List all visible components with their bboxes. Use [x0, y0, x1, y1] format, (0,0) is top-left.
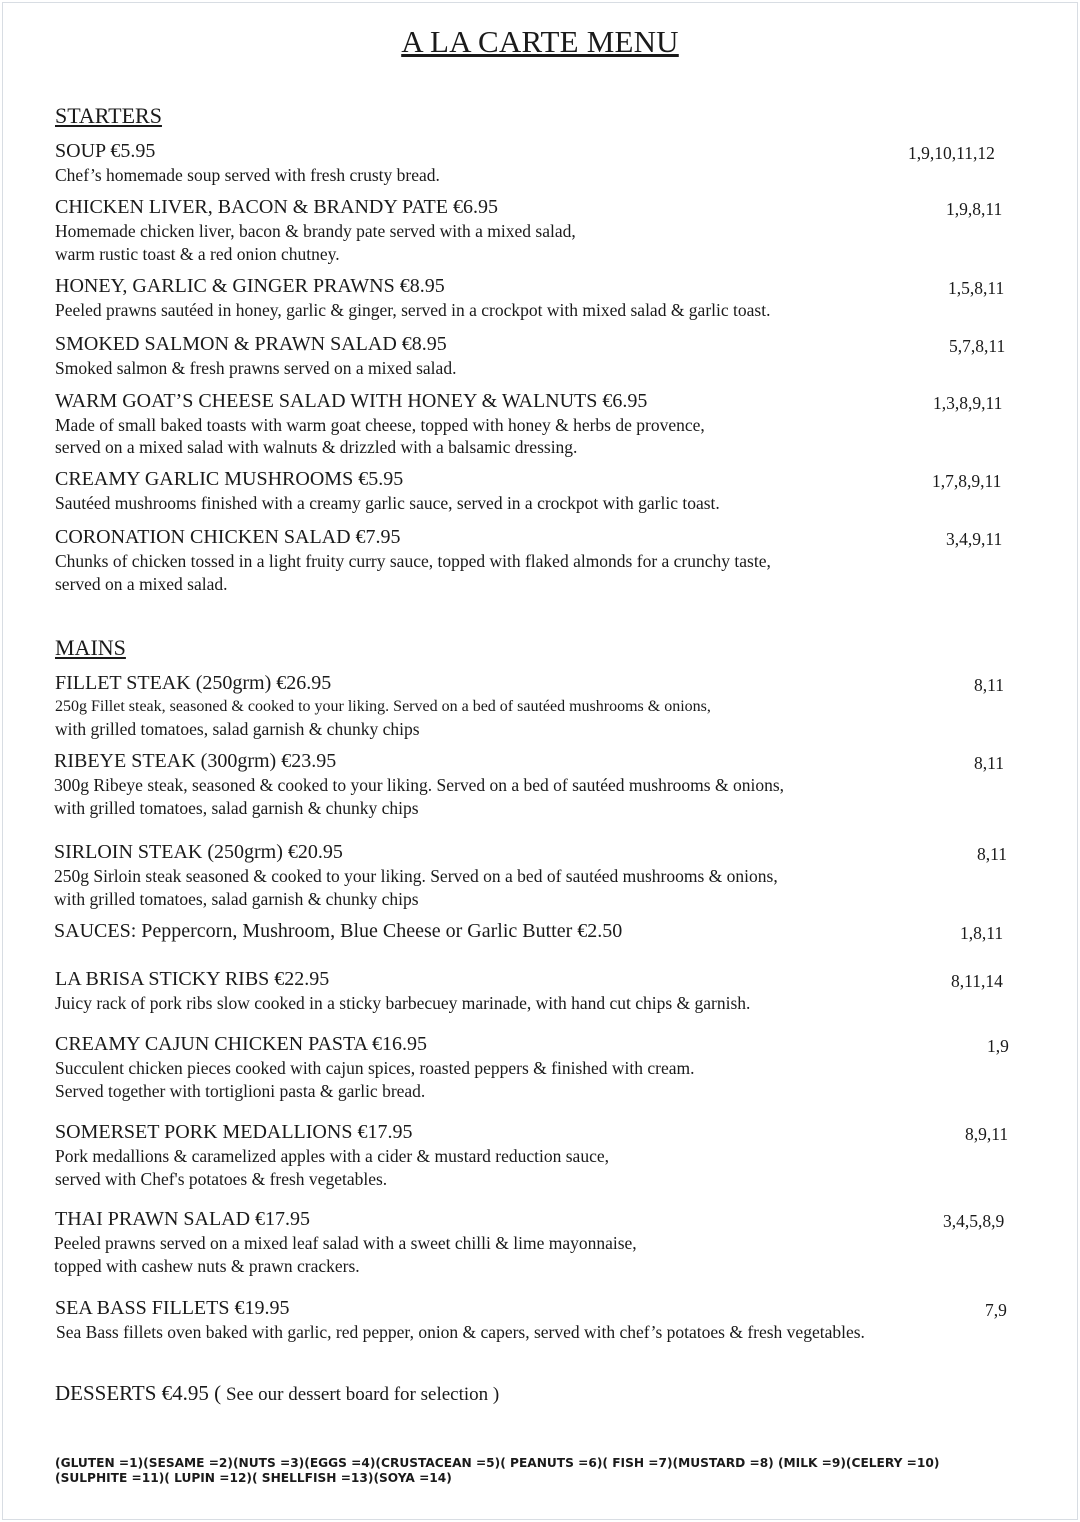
- menu-item-description: 300g Ribeye steak, seasoned & cooked to your liking. Served on a bed of sautéed mushrooms & onions,: [54, 775, 785, 795]
- desserts-note: See our dessert board for selection ): [221, 1384, 500, 1405]
- menu-item-description: with grilled tomatoes, salad garnish & chunky chips: [54, 798, 419, 818]
- menu-item-name: FILLET STEAK (250grm) €26.95: [55, 672, 332, 694]
- menu-item-name: WARM GOAT’S CHEESE SALAD WITH HONEY & WALNUTS €6.95: [55, 390, 648, 412]
- menu-item-name: SIRLOIN STEAK (250grm) €20.95: [54, 841, 343, 863]
- menu-item-description: Chef’s homemade soup served with fresh crusty bread.: [55, 165, 440, 185]
- allergen-codes: 1,9: [987, 1036, 1009, 1056]
- allergen-codes: 8,11: [977, 844, 1007, 864]
- menu-item-description: Peeled prawns served on a mixed leaf salad with a sweet chilli & lime mayonnaise,: [54, 1233, 637, 1253]
- menu-item-description: Smoked salmon & fresh prawns served on a mixed salad.: [55, 358, 457, 378]
- allergen-codes: 1,7,8,9,11: [932, 471, 1002, 491]
- menu-item-name: CREAMY CAJUN CHICKEN PASTA €16.95: [55, 1033, 427, 1055]
- allergen-codes: 3,4,9,11: [946, 529, 1003, 549]
- allergen-codes: 8,9,11: [965, 1124, 1009, 1144]
- desserts-line: [55, 1381, 499, 1406]
- menu-item-description: topped with cashew nuts & prawn crackers.: [54, 1256, 360, 1276]
- section-heading-starters: STARTERS: [55, 103, 162, 128]
- menu-item-description: with grilled tomatoes, salad garnish & chunky chips: [54, 889, 419, 909]
- menu-item-description: Made of small baked toasts with warm goat cheese, topped with honey & herbs de provence,: [55, 415, 705, 435]
- allergen-codes: 5,7,8,11: [949, 336, 1006, 356]
- menu-item-description: warm rustic toast & a red onion chutney.: [55, 244, 340, 264]
- menu-item-description: served on a mixed salad.: [55, 574, 228, 594]
- section-heading-mains: MAINS: [55, 635, 126, 660]
- menu-item-name: SOUP €5.95: [55, 140, 156, 162]
- menu-item-name: SEA BASS FILLETS €19.95: [55, 1297, 290, 1319]
- menu-item-description: 250g Sirloin steak seasoned & cooked to your liking. Served on a bed of sautéed mushrooms & onions,: [54, 866, 778, 886]
- menu-item-description: Sautéed mushrooms finished with a creamy garlic sauce, served in a crockpot with garlic toast.: [55, 493, 720, 513]
- menu-item-name: SOMERSET PORK MEDALLIONS €17.95: [55, 1121, 413, 1143]
- menu-item-name: RIBEYE STEAK (300grm) €23.95: [54, 750, 337, 772]
- menu-item-name: CREAMY GARLIC MUSHROOMS €5.95: [55, 468, 404, 490]
- menu-item-name: SMOKED SALMON & PRAWN SALAD €8.95: [55, 333, 447, 355]
- allergen-legend-line: (SULPHITE =11)( LUPIN =12)( SHELLFISH =13)(SOYA =14): [55, 1471, 452, 1485]
- allergen-codes: 7,9: [985, 1300, 1007, 1320]
- menu-item-description: served on a mixed salad with walnuts & drizzled with a balsamic dressing.: [55, 437, 578, 457]
- allergen-codes: 1,8,11: [960, 923, 1004, 943]
- menu-item-name: CORONATION CHICKEN SALAD €7.95: [55, 526, 401, 548]
- menu-item-description: Pork medallions & caramelized apples with a cider & mustard reduction sauce,: [55, 1146, 609, 1166]
- sauces-line: SAUCES: Peppercorn, Mushroom, Blue Cheese or Garlic Butter €2.50: [54, 920, 623, 942]
- allergen-legend-line: (GLUTEN =1)(SESAME =2)(NUTS =3)(EGGS =4)(CRUSTACEAN =5)( PEANUTS =6)( FISH =7)(MUSTARD =8) (MILK =9)(CELERY =10): [55, 1456, 940, 1470]
- allergen-codes: 8,11: [974, 753, 1004, 773]
- menu-item-name: THAI PRAWN SALAD €17.95: [55, 1208, 311, 1230]
- allergen-codes: 1,3,8,9,11: [933, 393, 1003, 413]
- menu-item-description: Chunks of chicken tossed in a light fruity curry sauce, topped with flaked almonds for a crunchy taste,: [55, 551, 771, 571]
- menu-item-description: Succulent chicken pieces cooked with cajun spices, roasted peppers & finished with cream.: [55, 1058, 695, 1078]
- allergen-codes: 8,11,14: [951, 971, 1003, 991]
- desserts-heading: DESSERTS €4.95 (: [55, 1381, 222, 1405]
- menu-item-name: LA BRISA STICKY RIBS €22.95: [55, 968, 330, 990]
- page-title: A LA CARTE MENU: [401, 24, 679, 59]
- menu-item-description: Sea Bass fillets oven baked with garlic, red pepper, onion & capers, served with chef’s potatoes & fresh vegetables.: [56, 1322, 865, 1342]
- menu-item-description: Juicy rack of pork ribs slow cooked in a sticky barbecuey marinade, with hand cut chips & garnish.: [55, 993, 751, 1013]
- allergen-codes: 1,5,8,11: [948, 278, 1005, 298]
- allergen-legend: [55, 1456, 939, 1486]
- menu-item-description: Served together with tortiglioni pasta & garlic bread.: [55, 1081, 426, 1101]
- menu-item-description: 250g Fillet steak, seasoned & cooked to your liking. Served on a bed of sautéed mushrooms & onions,: [55, 698, 711, 715]
- menu-item-description: Homemade chicken liver, bacon & brandy pate served with a mixed salad,: [55, 221, 576, 241]
- allergen-codes: 3,4,5,8,9: [943, 1211, 1005, 1231]
- menu-item-name: HONEY, GARLIC & GINGER PRAWNS €8.95: [55, 275, 445, 297]
- menu-item-description: served with Chef's potatoes & fresh vegetables.: [55, 1169, 388, 1189]
- allergen-codes: 1,9,8,11: [946, 199, 1003, 219]
- allergen-codes: 1,9,10,11,12: [908, 143, 995, 163]
- menu-item-description: with grilled tomatoes, salad garnish & chunky chips: [55, 719, 420, 739]
- allergen-codes: 8,11: [974, 675, 1004, 695]
- menu-item-name: CHICKEN LIVER, BACON & BRANDY PATE €6.95: [55, 196, 498, 218]
- menu-item-description: Peeled prawns sautéed in honey, garlic & ginger, served in a crockpot with mixed salad & garlic toast.: [55, 300, 771, 320]
